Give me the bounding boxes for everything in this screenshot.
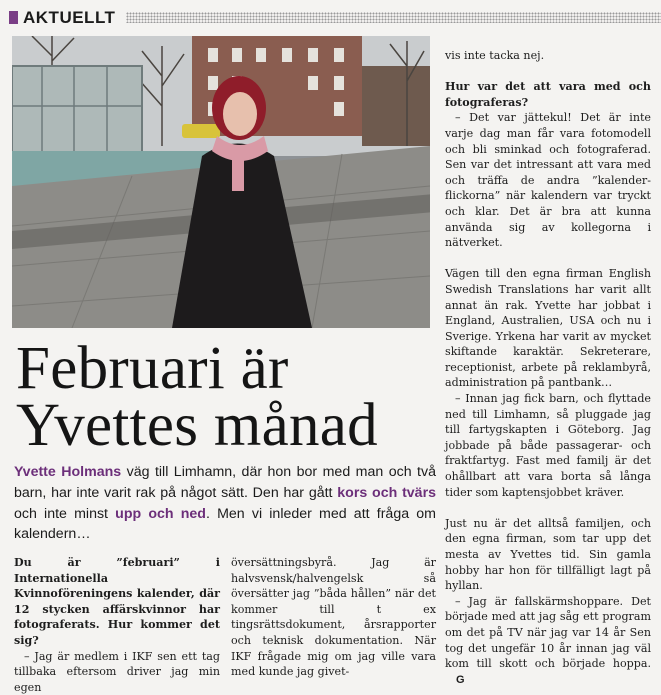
header-dot-rule	[126, 12, 661, 23]
answer-2: – Det var jättekul! Det är inte varje dag man får vara fotomodell och bli sminkad och fotograferad. Sen var det intressant att vara med och träffa de andra ”kalender-flickorna” när kalendern var tryckt och klar. Det är bra att kunna använda sig av kollegorna i nätverket.	[445, 111, 651, 250]
answer-1-continued: översättningsbyrå. Jag är halvsvensk/halvengelsk så översätter jag ”båda hållen” när det kommer till t ex tingsrättsdokument, årsrapporter och teknisk dokumentation. När IKF frågade mig om jag ville vara med kunde jag givet-	[231, 556, 436, 679]
answer-4-text: – Jag är fallskärmshoppare. Det började med att jag såg ett program om det på TV när jag var 14 år Sen tog det ungefär 10 år innan jag väl kom till skott och började hoppa.	[445, 594, 651, 671]
article-photo	[12, 36, 430, 328]
question-2: Hur var det att vara med och fotograferas?	[445, 80, 651, 109]
photo-illustration	[12, 36, 430, 328]
answer-3: – Innan jag fick barn, och flyttade ned till Limhamn, så pluggade jag till fartygskapten i Göteborg. Jag jobbade på både passagerar- och fraktfartyg. Fast med familj är det ohållbart att vara borta så långa tider som kaptensjobbet kräver.	[445, 392, 651, 499]
lead-text: gått	[308, 484, 333, 501]
lead-text: . Men vi inleder med att fråga om kalendern…	[14, 505, 436, 543]
answer-4	[445, 594, 651, 688]
body-column-3	[445, 48, 651, 687]
question-1: Du är ”februari” i Internationella Kvinnoföreningens kalender, där 12 stycken affärskvinnor har fotograferats. Hur kommer det sig?	[14, 556, 220, 647]
headline-line-2: Yvettes månad	[16, 392, 378, 459]
body-column-1	[14, 555, 220, 695]
answer-1-end: vis inte tacka nej.	[445, 49, 545, 62]
lead-text: och inte minst	[14, 505, 116, 522]
section-label: AKTUELLT	[23, 8, 116, 27]
lead-paragraph	[14, 462, 436, 545]
body-paragraph: Just nu är det alltså familjen, och den egna firman, som tar upp det mesta av Yvettes tid. Sin gamla hobby har hon för tillfälligt lagt på hyllan.	[445, 516, 651, 593]
body-paragraph: Vägen till den egna firman English Swedish Translations har varit allt annat än rak. Yvette har jobbat i England, Australien, USA och nu i Sverige. Yrkena har varit av mycket skiftande karaktär. Sekreterare, receptionist, arbete på reklambyrå, administration på pantbank…	[445, 267, 651, 390]
headline-line-1: Februari är	[16, 335, 289, 402]
lead-text: väg till Limhamn, där hon bor med man och två barn, har inte varit rak på något sätt. Den har	[14, 464, 436, 501]
end-mark-icon: G	[456, 673, 465, 686]
section-color-box	[9, 11, 18, 24]
lead-name: Yvette Holmans	[14, 464, 122, 480]
answer-1: – Jag är medlem i IKF sen ett tag tillbaka eftersom driver jag min egen	[14, 649, 220, 694]
lead-highlight: kors och tvärs	[337, 484, 436, 501]
body-column-2	[231, 555, 436, 680]
lead-highlight: upp och ned	[115, 505, 206, 522]
